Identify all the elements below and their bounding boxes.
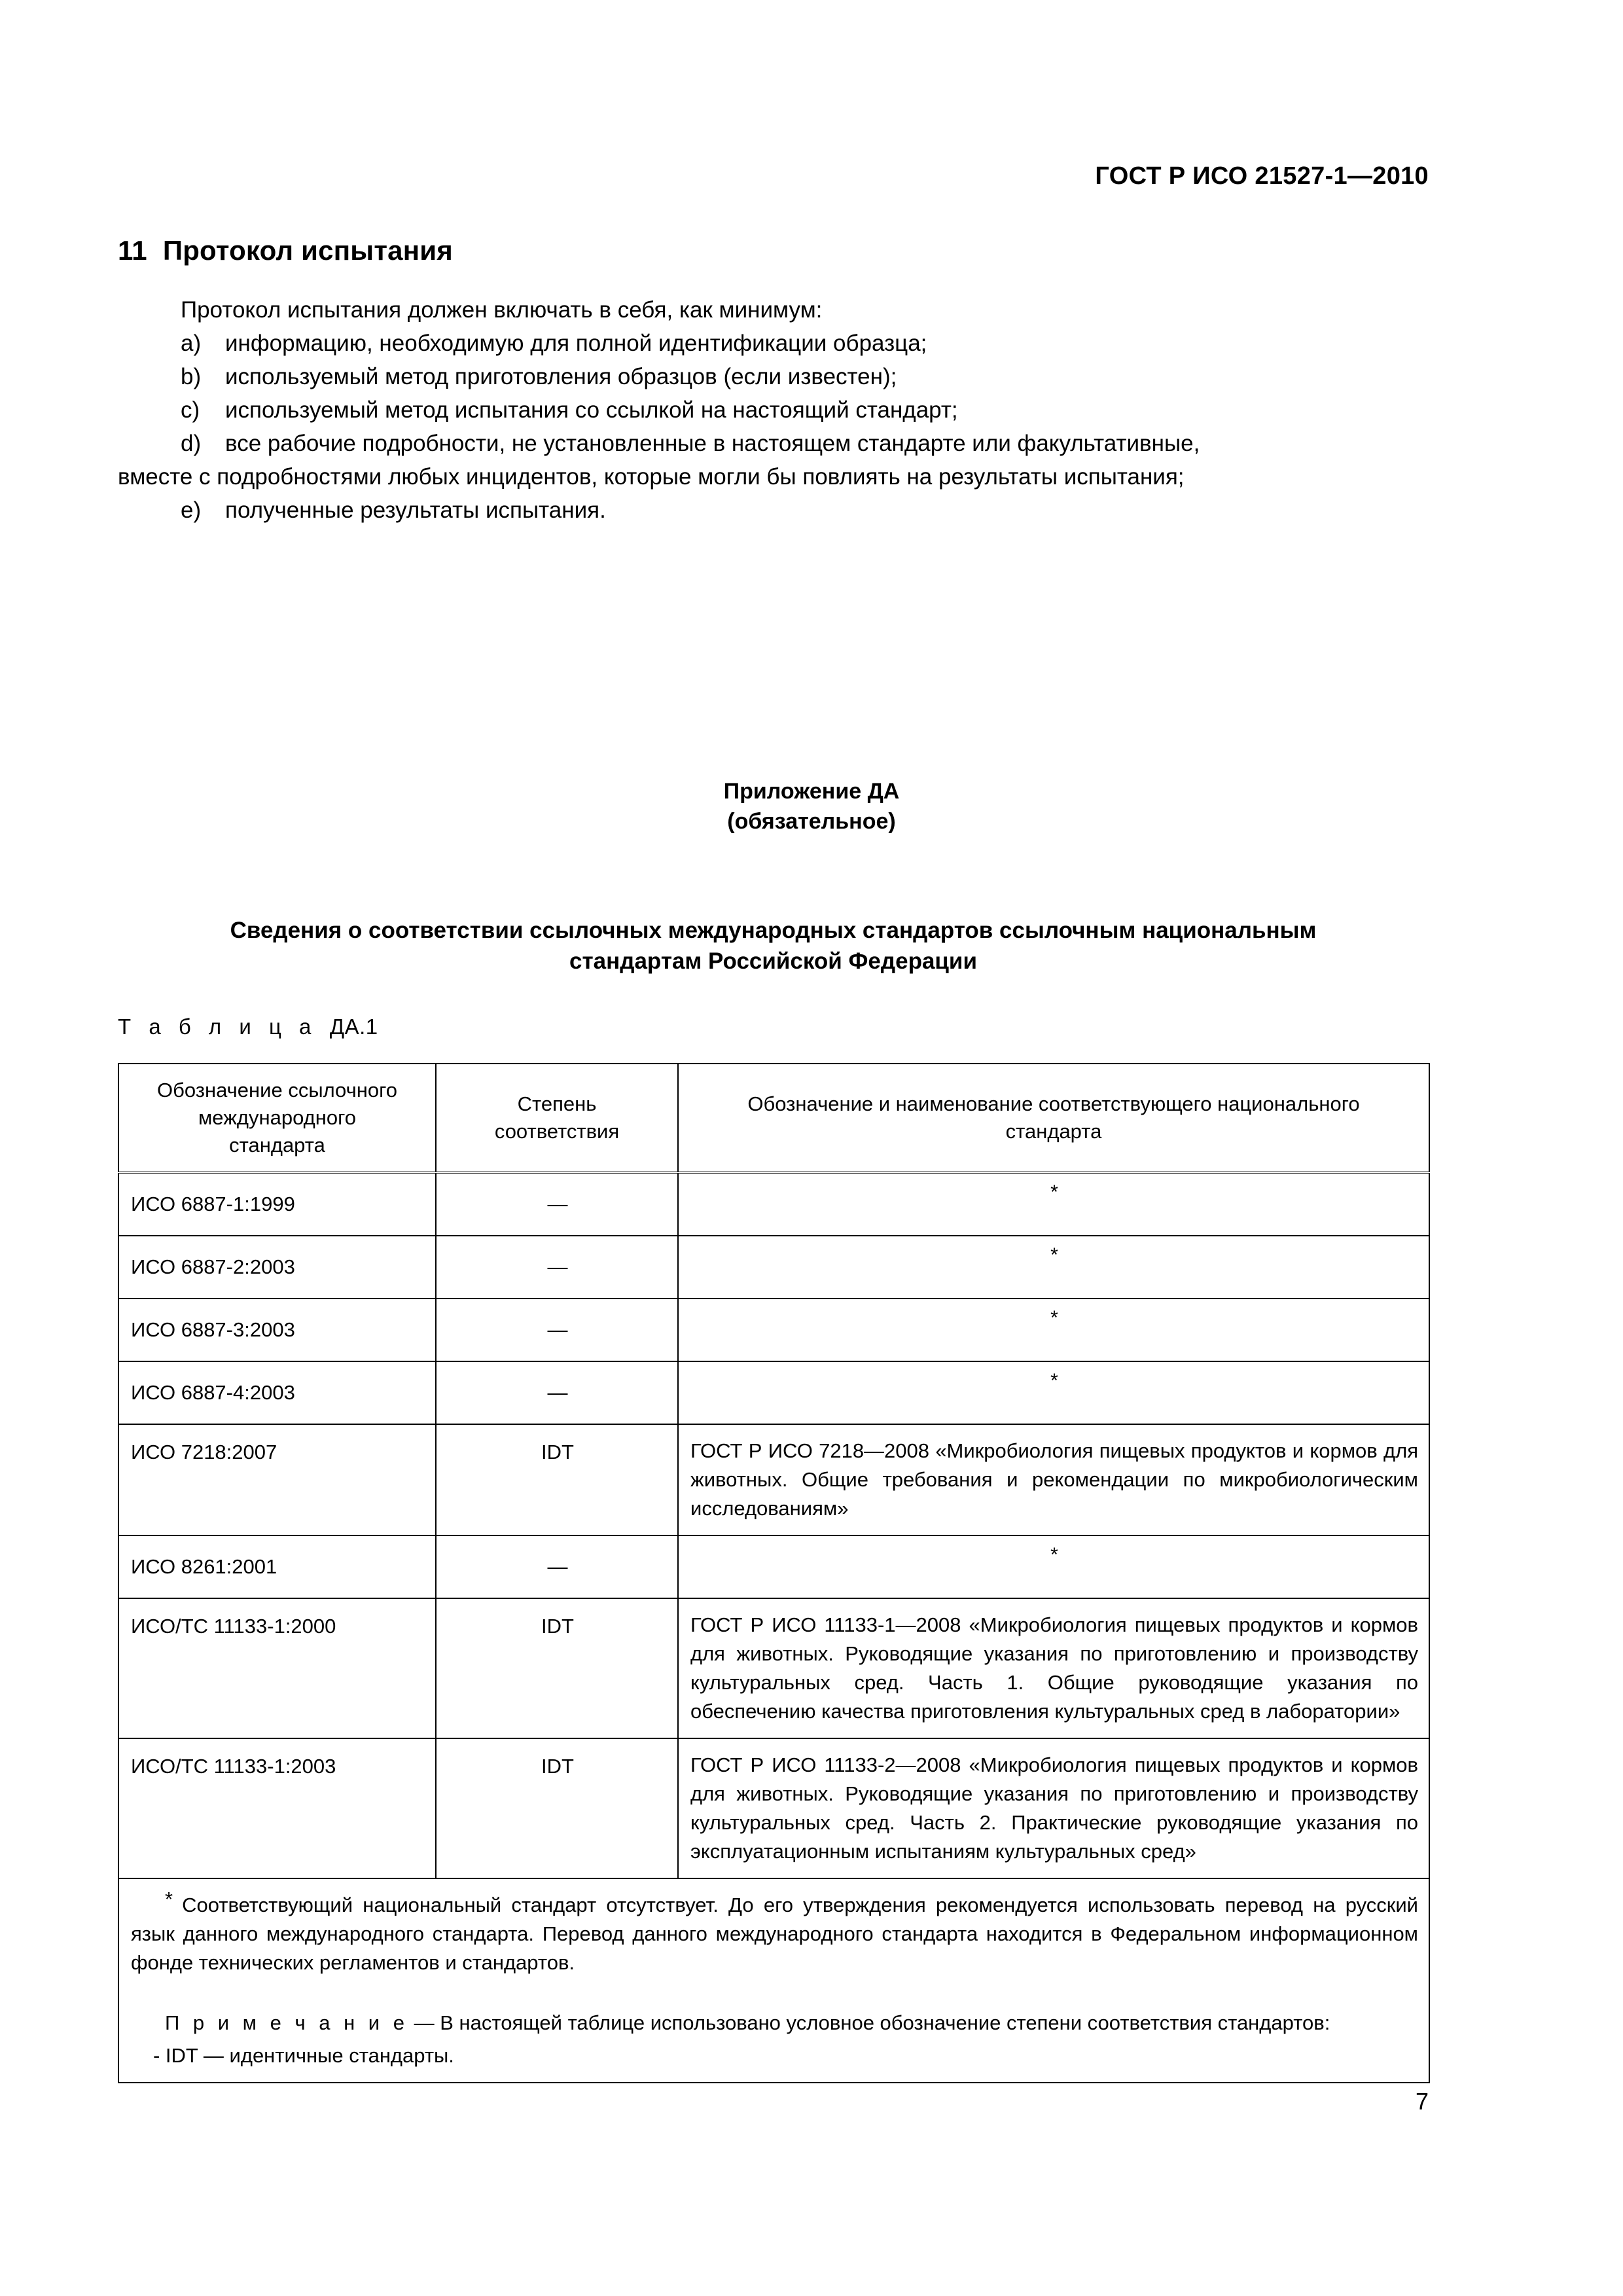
requirements-list-tail [118, 493, 1429, 527]
cell-national-standard [678, 1299, 1429, 1361]
table-body [118, 1173, 1429, 2083]
cell-national-standard: ГОСТ Р ИСО 7218—2008 «Микробиология пищевых продуктов и кормов для животных. Общие требования и рекомендации по микробиологическим исследованиям» [678, 1424, 1429, 1535]
column-header-international-standard [118, 1064, 436, 1173]
cell-international-standard: ИСО/ТС 11133-1:2000 [118, 1598, 436, 1738]
table-footnote [118, 1878, 1429, 2083]
list-item-marker: a) [181, 331, 202, 357]
footnote-text: Соответствующий национальный стандарт отсутствует. До его утверждения рекомендуется использовать перевод на русский язык данного международного стандарта. Перевод данного международного стандарта находится в Федеральном информационном фонде технических регламентов и стандартов. [131, 1893, 1418, 1974]
header-line: стандарта [229, 1134, 325, 1157]
header-line: Обозначение и наименование соответствующего национального [747, 1092, 1360, 1115]
cell-degree [436, 1535, 678, 1598]
cell-national-standard [678, 1535, 1429, 1598]
header-line: стандарта [1005, 1120, 1102, 1143]
cell-degree [436, 1598, 678, 1738]
appendix-title-line-2: стандартам Российской Федерации [569, 948, 977, 974]
cell-national-standard: ГОСТ Р ИСО 11133-2—2008 «Микробиология пищевых продуктов и кормов для животных. Руководящие указания по приготовлению и производству культуральных сред. Часть 2. Практические руководящие указания по эксплуатационным испытаниям культуральных сред» [678, 1738, 1429, 1878]
degree-value: — [547, 1555, 568, 1578]
list-item [118, 327, 1429, 360]
section-intro-paragraph: Протокол испытания должен включать в себя, как минимум: [181, 297, 823, 323]
degree-value: — [547, 1381, 568, 1404]
degree-value: — [547, 1255, 568, 1278]
cell-degree [436, 1299, 678, 1361]
degree-value: — [547, 1318, 568, 1341]
cell-international-standard: ИСО 6887-3:2003 [118, 1299, 436, 1361]
cell-international-standard: ИСО/ТС 11133-1:2003 [118, 1738, 436, 1878]
cell-degree [436, 1424, 678, 1535]
footnote-reference-marker: * [1050, 1244, 1058, 1266]
footnote-reference-marker: * [1050, 1181, 1058, 1203]
section-number: 11 [118, 235, 147, 266]
appendix-label: Приложение ДА [723, 779, 900, 804]
note-list-item: - IDT — идентичные стандарты. [153, 2044, 454, 2067]
table-row [118, 1738, 1429, 1878]
cell-national-standard [678, 1173, 1429, 1236]
cell-international-standard: ИСО 6887-4:2003 [118, 1361, 436, 1424]
note-label: П р и м е ч а н и е [165, 2011, 408, 2034]
table-caption-word: Т а б л и ц а [118, 1014, 317, 1039]
cell-degree [436, 1173, 678, 1236]
cell-degree [436, 1236, 678, 1299]
appendix-heading [0, 776, 1623, 836]
cell-international-standard: ИСО 7218:2007 [118, 1424, 436, 1535]
cell-national-standard: ГОСТ Р ИСО 11133-1—2008 «Микробиология пищевых продуктов и кормов для животных. Руководящие указания по приготовлению и производству культуральных сред. Часть 1. Общие руководящие указания по обеспечению качества приготовления культуральных сред в лаборатории» [678, 1598, 1429, 1738]
requirements-list [118, 327, 1429, 460]
degree-value: IDT [541, 1615, 574, 1638]
cell-international-standard: ИСО 6887-1:1999 [118, 1173, 436, 1236]
cell-international-standard: ИСО 8261:2001 [118, 1535, 436, 1598]
table-row [118, 1598, 1429, 1738]
note-text: — В настоящей таблице использовано условное обозначение степени соответствия стандартов: [414, 2011, 1330, 2034]
list-item-marker: c) [181, 397, 200, 423]
appendix-status: (обязательное) [727, 809, 896, 834]
page-number: 7 [1415, 2088, 1429, 2115]
cell-national-standard [678, 1236, 1429, 1299]
list-item [118, 493, 1429, 527]
list-item [118, 360, 1429, 393]
footnote-paragraph [131, 1888, 1418, 1977]
table-row [118, 1424, 1429, 1535]
footnote-reference-marker: * [1050, 1307, 1058, 1329]
list-item-d-continuation: вместе с подробностями любых инцидентов, которые могли бы повлиять на результаты испытания; [118, 464, 1185, 490]
list-item-label: используемый метод приготовления образцов (если известен); [225, 364, 897, 390]
list-item-label: все рабочие подробности, не установленные в настоящем стандарте или факультативные, [225, 431, 1200, 457]
section-title-text: Протокол испытания [162, 235, 453, 266]
footnote-reference-marker: * [1050, 1370, 1058, 1391]
page-title [118, 236, 1429, 266]
list-item-marker: e) [181, 497, 202, 524]
table-row [118, 1361, 1429, 1424]
running-header: ГОСТ Р ИСО 21527-1—2010 [1095, 162, 1429, 190]
degree-value: IDT [541, 1755, 574, 1778]
list-item-marker: d) [181, 431, 202, 457]
list-item-label: используемый метод испытания со ссылкой на настоящий стандарт; [225, 397, 958, 423]
degree-value: IDT [541, 1441, 574, 1463]
footnote-reference-marker: * [1050, 1544, 1058, 1566]
table-header-row [118, 1064, 1429, 1173]
appendix-title-line-1: Сведения о соответствии ссылочных международных стандартов ссылочным национальным [230, 918, 1317, 943]
table-caption-number: ДА.1 [329, 1014, 378, 1039]
table-row [118, 1173, 1429, 1236]
cell-international-standard: ИСО 6887-2:2003 [118, 1236, 436, 1299]
degree-value: — [547, 1193, 568, 1215]
table-row [118, 1236, 1429, 1299]
table-row [118, 1535, 1429, 1598]
header-line: международного [198, 1106, 356, 1129]
list-item [118, 393, 1429, 427]
appendix-title [118, 915, 1429, 977]
footnote-marker: * [165, 1888, 173, 1910]
header-line: Обозначение ссылочного [157, 1079, 397, 1102]
table-note [131, 2009, 1418, 2070]
table-header [118, 1064, 1429, 1173]
list-item-marker: b) [181, 364, 202, 390]
correspondence-table [118, 1063, 1430, 2083]
list-item [118, 427, 1429, 460]
table-caption [118, 1014, 378, 1039]
list-item-label: информацию, необходимую для полной идентификации образца; [225, 331, 927, 357]
cell-degree [436, 1738, 678, 1878]
column-header-national-standard [678, 1064, 1429, 1173]
table-row [118, 1299, 1429, 1361]
table-footnote-row [118, 1878, 1429, 2083]
column-header-degree-of-correspondence [436, 1064, 678, 1173]
header-line: соответствия [494, 1120, 620, 1143]
list-item-label: полученные результаты испытания. [225, 497, 606, 524]
header-line: Степень [517, 1092, 597, 1115]
cell-degree [436, 1361, 678, 1424]
section-content [118, 236, 1429, 527]
cell-national-standard [678, 1361, 1429, 1424]
note-paragraph [131, 2009, 1418, 2037]
